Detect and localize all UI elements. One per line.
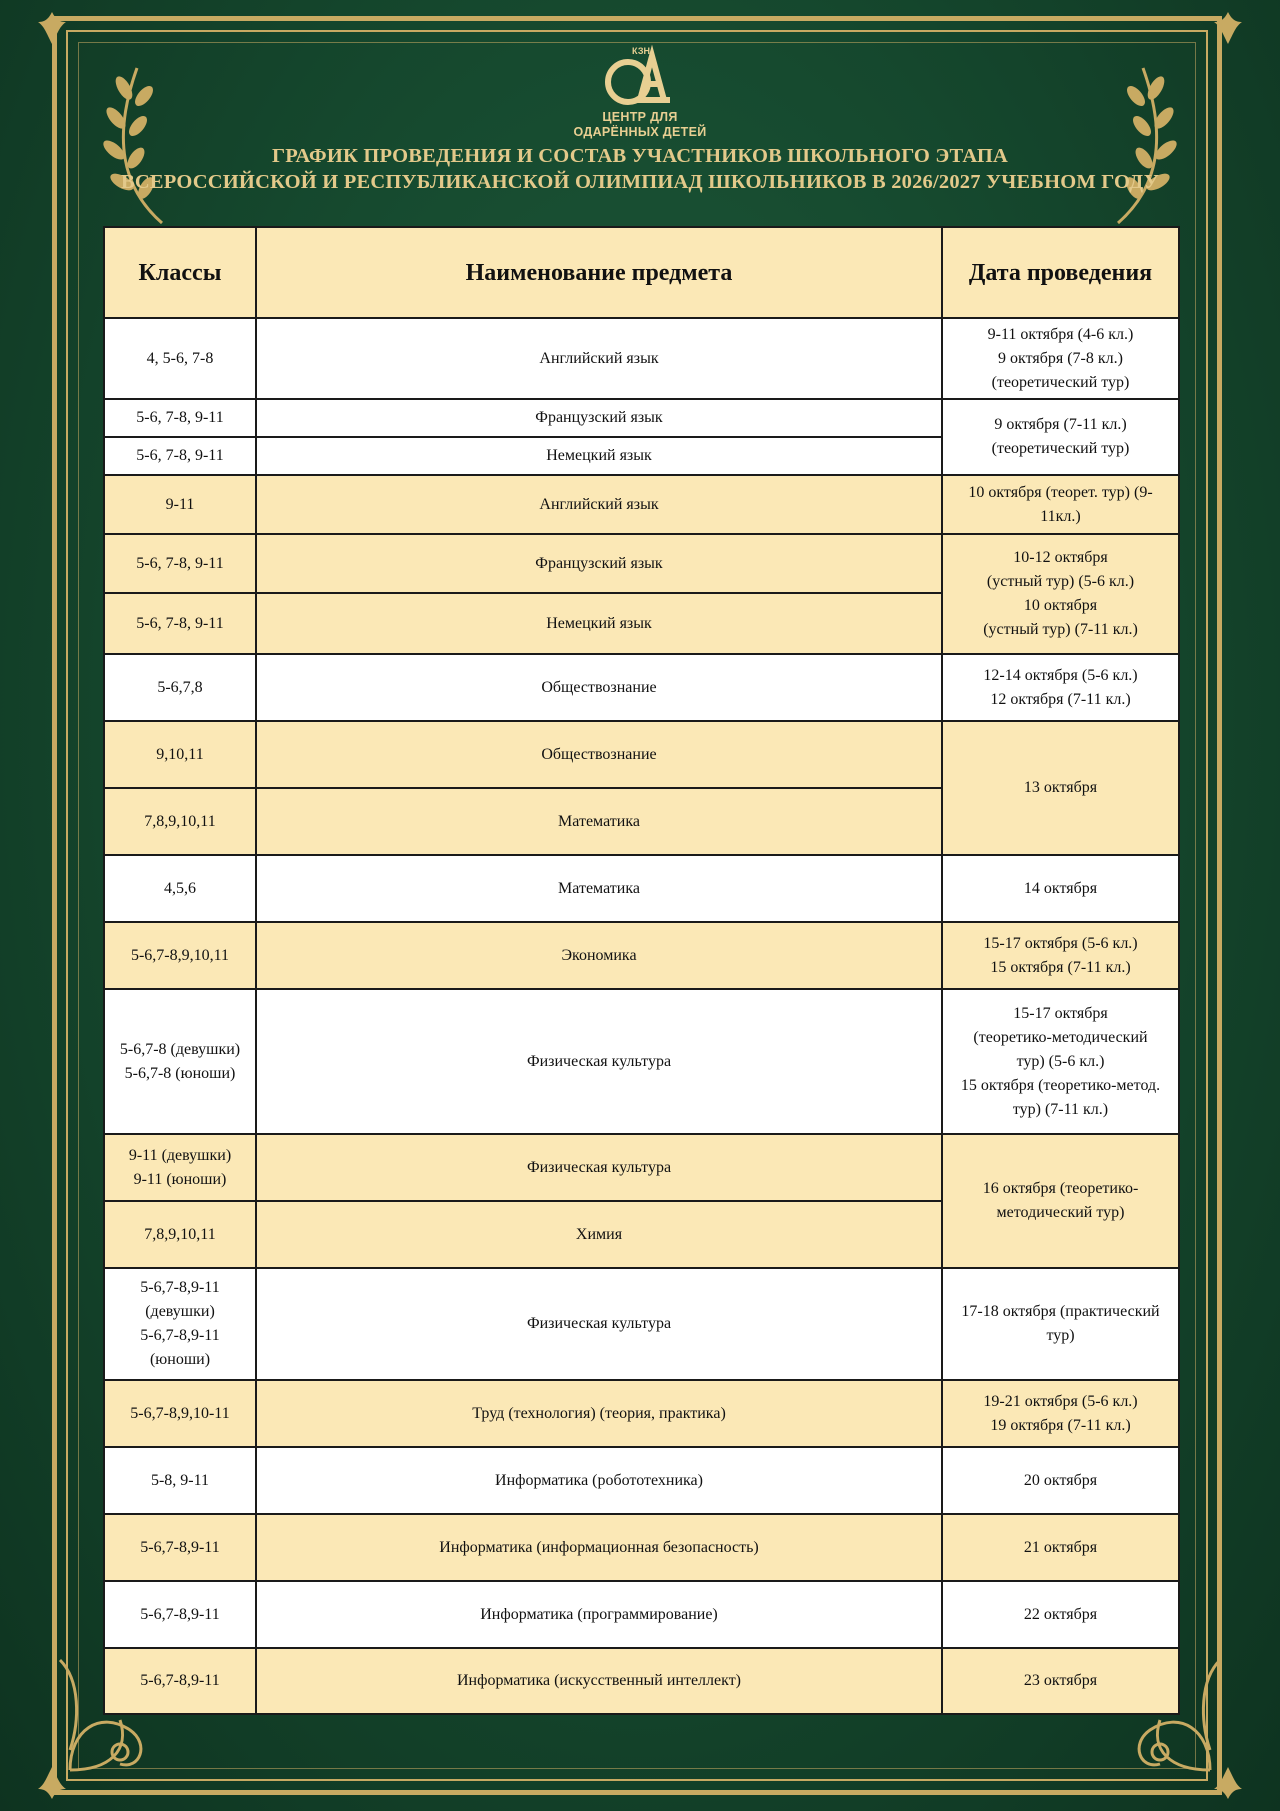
subject-cell: Физическая культура [256, 989, 942, 1134]
date-cell: 19-21 октября (5-6 кл.) 19 октября (7-11 кл.) [942, 1380, 1179, 1447]
classes-cell: 5-6,7,8 [104, 654, 256, 721]
table-row [104, 855, 1179, 922]
table-row [104, 399, 1179, 437]
classes-cell: 5-6, 7-8, 9-11 [104, 437, 256, 475]
classes-cell: 5-6,7-8,9,10-11 [104, 1380, 256, 1447]
date-cell: 22 октября [942, 1581, 1179, 1648]
column-header-classes: Классы [104, 227, 256, 318]
table-row [104, 654, 1179, 721]
subject-cell: Информатика (программирование) [256, 1581, 942, 1648]
subject-cell: Физическая культура [256, 1268, 942, 1380]
date-cell: 15-17 октября (теоретико-методический тур) (5-6 кл.) 15 октября (теоретико-метод. тур) (7-11 кл.) [942, 989, 1179, 1134]
subject-cell: Информатика (информационная безопасность) [256, 1514, 942, 1581]
classes-cell: 9,10,11 [104, 721, 256, 788]
subject-cell: Физическая культура [256, 1134, 942, 1201]
laurel-left-icon [92, 48, 182, 228]
gifted-children-center-logo [590, 44, 690, 106]
subject-cell: Математика [256, 855, 942, 922]
date-cell: 17-18 октября (практический тур) [942, 1268, 1179, 1380]
classes-cell: 5-6, 7-8, 9-11 [104, 534, 256, 593]
org-name-line1: ЦЕНТР ДЛЯ [602, 110, 678, 124]
classes-cell: 9-11 [104, 475, 256, 534]
table-row [104, 989, 1179, 1134]
date-cell: 20 октября [942, 1447, 1179, 1514]
table-row [104, 721, 1179, 788]
table-row [104, 1648, 1179, 1714]
page-title-line1: ГРАФИК ПРОВЕДЕНИЯ И СОСТАВ УЧАСТНИКОВ ШКОЛЬНОГО ЭТАПА [271, 145, 1009, 167]
date-cell: 15-17 октября (5-6 кл.) 15 октября (7-11 кл.) [942, 922, 1179, 989]
classes-cell: 5-6,7-8,9,10,11 [104, 922, 256, 989]
column-header-date: Дата проведения [942, 227, 1179, 318]
date-cell: 16 октября (теоретико- методический тур) [942, 1134, 1179, 1268]
subject-cell: Французский язык [256, 534, 942, 593]
table-row [104, 1380, 1179, 1447]
classes-cell: 5-8, 9-11 [104, 1447, 256, 1514]
classes-cell: 4,5,6 [104, 855, 256, 922]
classes-cell: 5-6,7-8,9-11 [104, 1514, 256, 1581]
fleur-corner-icon [1210, 10, 1246, 46]
table-row [104, 1134, 1179, 1201]
page-title-line2: ВСЕРОССИЙСКОЙ И РЕСПУБЛИКАНСКОЙ ОЛИМПИАД ШКОЛЬНИКОВ В 2026/2027 УЧЕБНОМ ГОДУ [121, 171, 1159, 193]
table-row [104, 475, 1179, 534]
classes-cell: 5-6,7-8 (девушки) 5-6,7-8 (юноши) [104, 989, 256, 1134]
subject-cell: Математика [256, 788, 942, 855]
subject-cell: Информатика (искусственный интеллект) [256, 1648, 942, 1714]
subject-cell: Экономика [256, 922, 942, 989]
logo-text: КЗН [632, 46, 650, 56]
subject-cell: Информатика (робототехника) [256, 1447, 942, 1514]
subject-cell: Обществознание [256, 721, 942, 788]
date-cell: 9 октября (7-11 кл.) (теоретический тур) [942, 399, 1179, 475]
date-cell: 21 октября [942, 1514, 1179, 1581]
classes-cell: 5-6,7-8,9-11 (девушки) 5-6,7-8,9-11 (юноши) [104, 1268, 256, 1380]
classes-cell: 7,8,9,10,11 [104, 788, 256, 855]
table-row [104, 534, 1179, 593]
org-name-line2: ОДАРЁННЫХ ДЕТЕЙ [573, 125, 707, 139]
date-cell: 10 октября (теорет. тур) (9- 11кл.) [942, 475, 1179, 534]
fleur-corner-icon [34, 10, 70, 46]
subject-cell: Немецкий язык [256, 437, 942, 475]
classes-cell: 7,8,9,10,11 [104, 1201, 256, 1268]
classes-cell: 5-6,7-8,9-11 [104, 1648, 256, 1714]
table-row [104, 1581, 1179, 1648]
table-header-row [104, 227, 1179, 318]
classes-cell: 5-6,7-8,9-11 [104, 1581, 256, 1648]
table-row [104, 1268, 1179, 1380]
classes-cell: 5-6, 7-8, 9-11 [104, 399, 256, 437]
subject-cell: Труд (технология) (теория, практика) [256, 1380, 942, 1447]
subject-cell: Обществознание [256, 654, 942, 721]
classes-cell: 5-6, 7-8, 9-11 [104, 593, 256, 654]
date-cell: 12-14 октября (5-6 кл.) 12 октября (7-11 кл.) [942, 654, 1179, 721]
date-cell: 10-12 октября (устный тур) (5-6 кл.) 10 октября (устный тур) (7-11 кл.) [942, 534, 1179, 654]
subject-cell: Химия [256, 1201, 942, 1268]
column-header-subject: Наименование предмета [256, 227, 942, 318]
subject-cell: Французский язык [256, 399, 942, 437]
date-cell: 9-11 октября (4-6 кл.) 9 октября (7-8 кл.) (теоретический тур) [942, 318, 1179, 399]
date-cell: 23 октября [942, 1648, 1179, 1714]
date-cell: 13 октября [942, 721, 1179, 855]
table-row [104, 1514, 1179, 1581]
subject-cell: Английский язык [256, 318, 942, 399]
classes-cell: 4, 5-6, 7-8 [104, 318, 256, 399]
table-row [104, 318, 1179, 399]
laurel-right-icon [1098, 48, 1188, 228]
olympiad-schedule-table [103, 226, 1180, 1715]
subject-cell: Английский язык [256, 475, 942, 534]
date-cell: 14 октября [942, 855, 1179, 922]
table-row [104, 922, 1179, 989]
table-row [104, 1447, 1179, 1514]
classes-cell: 9-11 (девушки) 9-11 (юноши) [104, 1134, 256, 1201]
subject-cell: Немецкий язык [256, 593, 942, 654]
